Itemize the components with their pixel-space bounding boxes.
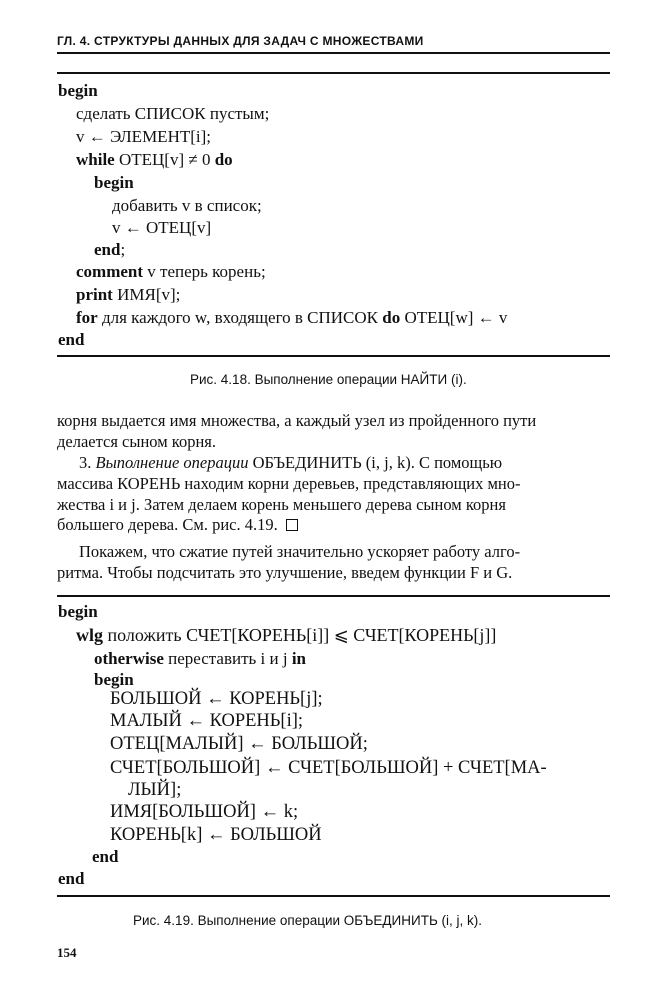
text-line: ритма. Чтобы подсчитать это улучшение, введем функции F и G. [57,562,513,582]
fig418-caption: Рис. 4.18. Выполнение операции НАЙТИ (i). [190,372,467,387]
end-of-proof-box [286,519,298,531]
code-line: БОЛЬШОЙ ← КОРЕНЬ[j]; [110,689,323,709]
code-line: v ← ОТЕЦ[v] [112,218,212,237]
fig418-bottom-rule [57,355,610,357]
fig419-bottom-rule [57,895,610,897]
code-line: while ОТЕЦ[v] ≠ 0 do [76,150,233,169]
code-line: МАЛЫЙ ← КОРЕНЬ[i]; [110,711,304,731]
text-line: делается сыном корня. [57,431,217,451]
code-line: сделать СПИСОК пустым; [76,104,270,123]
code-line: СЧЕТ[БОЛЬШОЙ] ← СЧЕТ[БОЛЬШОЙ] + СЧЕТ[МА- [110,758,547,778]
code-line: end [92,847,119,866]
code-line: end; [94,240,126,259]
text-line: 3. Выполнение операции ОБЪЕДИНИТЬ (i, j, k). С помощью [79,453,503,472]
code-line: comment v теперь корень; [76,262,266,281]
code-line: end [58,869,85,888]
code-line: for для каждого w, входящего в СПИСОК do ОТЕЦ[w] ← v [76,308,508,327]
code-line: begin [58,81,98,100]
code-line: otherwise переставить i и j in [94,649,307,668]
code-line: begin [94,173,134,192]
page-number: 154 [57,945,77,960]
code-line: wlg положить СЧЕТ[КОРЕНЬ[i]] ⩽ СЧЕТ[КОРЕНЬ[j]] [76,625,497,645]
code-line: КОРЕНЬ[k] ← БОЛЬШОЙ [110,825,322,845]
code-line: ЛЫЙ]; [128,780,182,800]
text-line: массива КОРЕНЬ находим корни деревьев, представляющих мно- [57,473,521,493]
paragraph-1 [57,411,610,453]
code-line: print ИМЯ[v]; [76,285,181,304]
paragraph-2 [57,453,610,536]
text-line: Покажем, что сжатие путей значительно ускоряет работу алго- [79,542,521,561]
fig418-top-rule [57,72,610,74]
running-head: ГЛ. 4. СТРУКТУРЫ ДАННЫХ ДЛЯ ЗАДАЧ С МНОЖЕСТВАМИ [57,34,424,48]
code-line: begin [94,670,134,689]
fig419-top-rule [57,595,610,597]
text-line: корня выдается имя множества, а каждый узел из пройденного пути [57,411,537,430]
code-line: end [58,330,85,349]
fig419-caption: Рис. 4.19. Выполнение операции ОБЪЕДИНИТЬ (i, j, k). [133,913,483,928]
code-line: добавить v в список; [112,196,262,215]
text-line: жества i и j. Затем делаем корень меньшего дерева сыном корня [57,494,506,514]
code-line: v ← ЭЛЕМЕНТ[i]; [76,127,211,146]
text-line: большего дерева. См. рис. 4.19. [57,515,610,536]
code-line: begin [58,602,98,621]
paragraph-3 [57,542,610,584]
code-line: ИМЯ[БОЛЬШОЙ] ← k; [110,802,299,822]
code-line: ОТЕЦ[МАЛЫЙ] ← БОЛЬШОЙ; [110,734,368,754]
header-rule [57,52,610,54]
